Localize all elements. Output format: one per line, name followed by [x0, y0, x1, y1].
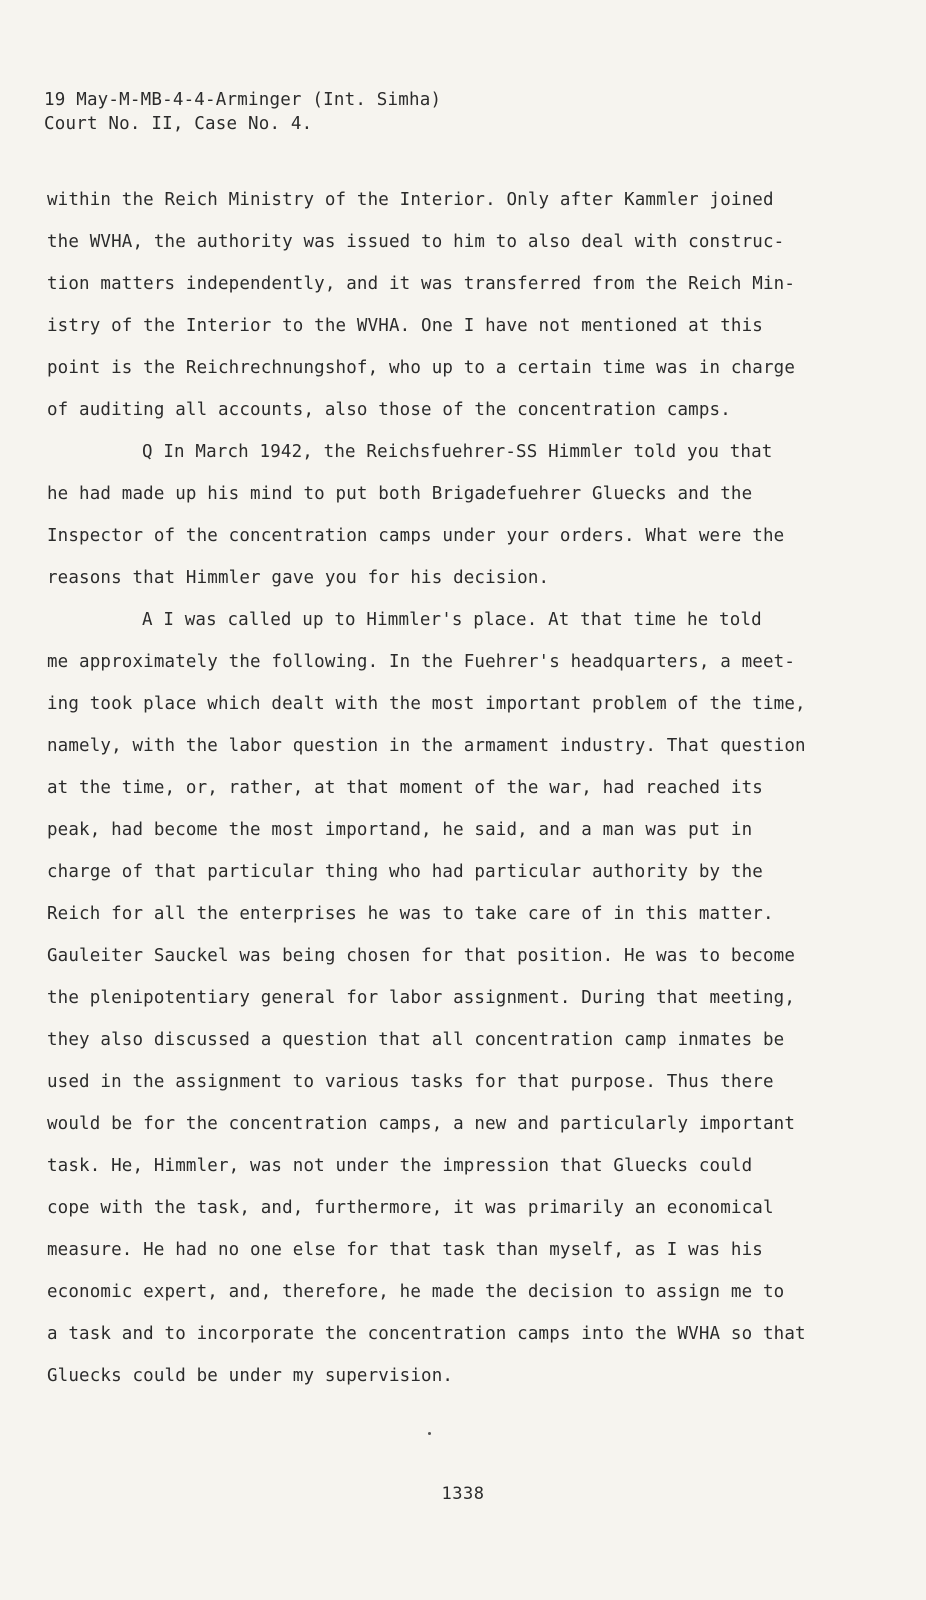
- body-line: Gauleiter Sauckel was being chosen for that position. He was to become: [47, 946, 796, 966]
- question-line: Q In March 1942, the Reichsfuehrer-SS Himmler told you that: [142, 442, 773, 462]
- body-line: charge of that particular thing who had particular authority by the: [47, 862, 763, 882]
- body-line: economic expert, and, therefore, he made the decision to assign me to: [47, 1282, 785, 1302]
- body-line: istry of the Interior to the WVHA. One I have not mentioned at this: [47, 316, 763, 336]
- document-header: [44, 88, 441, 136]
- body-line: the plenipotentiary general for labor assignment. During that meeting,: [47, 988, 796, 1008]
- body-line: namely, with the labor question in the armament industry. That question: [47, 736, 806, 756]
- body-line: Inspector of the concentration camps under your orders. What were the: [47, 526, 785, 546]
- body-line: me approximately the following. In the Fuehrer's headquarters, a meet-: [47, 652, 796, 672]
- header-line-1: 19 May-M-MB-4-4-Arminger (Int. Simha): [44, 90, 442, 110]
- body-line: Gluecks could be under my supervision.: [47, 1366, 454, 1386]
- body-line: tion matters independently, and it was transferred from the Reich Min-: [47, 274, 796, 294]
- body-line: task. He, Himmler, was not under the impression that Gluecks could: [47, 1156, 753, 1176]
- body-line: reasons that Himmler gave you for his decision.: [47, 568, 550, 588]
- body-line: at the time, or, rather, at that moment of the war, had reached its: [47, 778, 763, 798]
- body-line: of auditing all accounts, also those of the concentration camps.: [47, 400, 731, 420]
- body-line: point is the Reichrechnungshof, who up to a certain time was in charge: [47, 358, 796, 378]
- body-line: they also discussed a question that all concentration camp inmates be: [47, 1030, 785, 1050]
- body-line: cope with the task, and, furthermore, it was primarily an economical: [47, 1198, 774, 1218]
- body-line: Reich for all the enterprises he was to take care of in this matter.: [47, 904, 774, 924]
- body-line: the WVHA, the authority was issued to him to also deal with construc-: [47, 232, 785, 252]
- body-line: within the Reich Ministry of the Interior. Only after Kammler joined: [47, 190, 774, 210]
- body-line: used in the assignment to various tasks for that purpose. Thus there: [47, 1072, 774, 1092]
- body-line: peak, had become the most importand, he said, and a man was put in: [47, 820, 753, 840]
- body-line: would be for the concentration camps, a new and particularly important: [47, 1114, 796, 1134]
- body-line: ing took place which dealt with the most important problem of the time,: [47, 694, 806, 714]
- page-number: 1338: [441, 1484, 485, 1504]
- transcript-body: [47, 185, 807, 1403]
- answer-line: A I was called up to Himmler's place. At that time he told: [142, 610, 762, 630]
- body-line: measure. He had no one else for that task than myself, as I was his: [47, 1240, 763, 1260]
- body-line: he had made up his mind to put both Brigadefuehrer Gluecks and the: [47, 484, 753, 504]
- body-line: a task and to incorporate the concentration camps into the WVHA so that: [47, 1324, 806, 1344]
- paper-speck: [428, 1432, 431, 1435]
- header-line-2: Court No. II, Case No. 4.: [44, 114, 313, 134]
